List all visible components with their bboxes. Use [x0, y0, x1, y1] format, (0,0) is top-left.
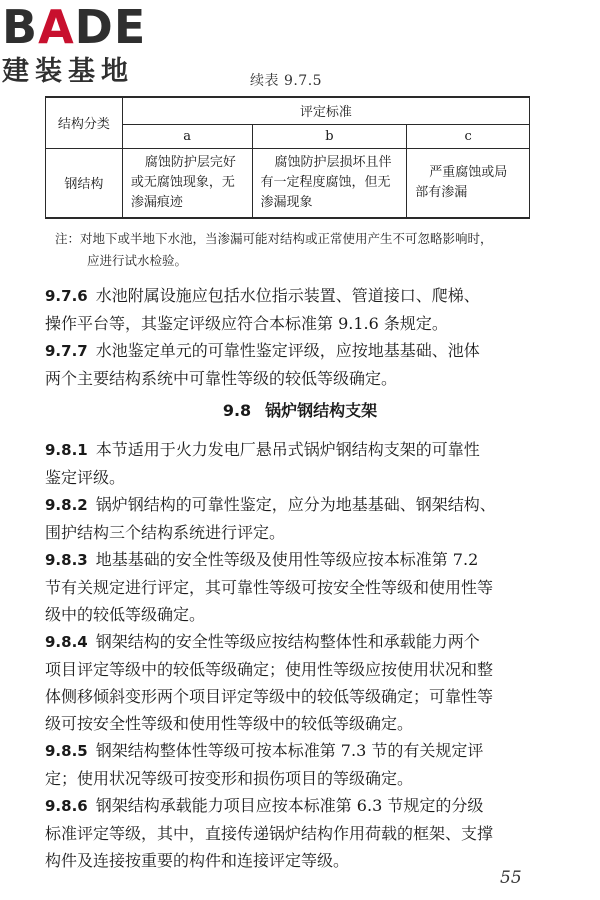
- clause-number: 9.7.7: [45, 342, 88, 360]
- brand-letters: DE: [74, 0, 147, 54]
- clause-text: 体侧移倾斜变形两个项目评定等级中的较低等级确定；可靠性等: [45, 687, 494, 706]
- table-note: [55, 228, 535, 272]
- clause-text: 级中的较低等级确定。: [45, 605, 206, 624]
- cell-line: 渗漏痕迹: [130, 194, 183, 210]
- grade-c: c: [407, 124, 530, 148]
- grade-b: b: [252, 124, 407, 148]
- cell-line: 有一定程度腐蚀，但无: [260, 174, 391, 190]
- clause-text: 鉴定评级。: [45, 468, 126, 487]
- note-line: 应进行试水检验。: [87, 253, 188, 268]
- evaluation-table: [45, 96, 530, 219]
- cell-line: 或无腐蚀现象，无: [130, 174, 235, 190]
- cell-line: 部有渗漏: [415, 184, 468, 200]
- brand-letters: B: [2, 0, 39, 54]
- clause-text: 两个主要结构系统中可靠性等级的较低等级确定。: [45, 369, 398, 388]
- cell-line: 严重腐蚀或局: [429, 164, 508, 180]
- clause-text: 钢架结构的安全性等级应按结构整体性和承载能力两个: [95, 632, 480, 651]
- clause-number: 9.8.4: [45, 633, 88, 651]
- brand-logo: [2, 2, 182, 94]
- header-category: 结构分类: [46, 97, 123, 148]
- cell-line: 腐蚀防护层损坏且伴: [274, 154, 392, 170]
- section-heading: [0, 398, 600, 421]
- clauses-9-7: [45, 282, 535, 392]
- clause: [45, 491, 535, 546]
- clause-text: 水池鉴定单元的可靠性鉴定评级，应按地基基础、池体: [95, 341, 480, 360]
- clause-text: 节有关规定进行评定，其可靠性等级可按安全性等级和使用性等: [45, 578, 494, 597]
- page-number: 55: [500, 868, 522, 888]
- cell-line: 腐蚀防护层完好: [144, 154, 236, 170]
- brand-accent-letter: A: [38, 0, 75, 54]
- clause: [45, 546, 535, 628]
- cell-grade-c: [407, 148, 530, 218]
- table-caption: 续表 9.7.5: [250, 73, 323, 89]
- clause: [45, 282, 535, 337]
- clause-text: 本节适用于火力发电厂悬吊式锅炉钢结构支架的可靠性: [95, 440, 480, 459]
- clause-text: 钢架结构整体性等级可按本标准第 7.3 节的有关规定评: [95, 741, 484, 760]
- clause-text: 围护结构三个结构系统进行评定。: [45, 523, 286, 542]
- clause-text: 标准评定等级，其中，直接传递锅炉结构作用荷载的框架、支撑: [45, 824, 494, 843]
- grade-a: a: [122, 124, 252, 148]
- brand-subtitle: 建装基地: [2, 56, 134, 87]
- clause-text: 项目评定等级中的较低等级确定；使用性等级应按使用状况和整: [45, 660, 494, 679]
- clause: [45, 792, 535, 874]
- clause-number: 9.8.1: [45, 441, 88, 459]
- clause-number: 9.8.6: [45, 797, 88, 815]
- clause: [45, 436, 535, 491]
- header-criteria: 评定标准: [122, 97, 529, 124]
- clause-text: 级可按安全性等级和使用性等级中的较低等级确定。: [45, 714, 414, 733]
- section-number: 9.8: [222, 401, 252, 420]
- cell-grade-a: [122, 148, 252, 218]
- clause-text: 操作平台等，其鉴定评级应符合本标准第 9.1.6 条规定。: [45, 314, 448, 333]
- clause-number: 9.8.5: [45, 742, 88, 760]
- clause-text: 水池附属设施应包括水位指示装置、管道接口、爬梯、: [95, 286, 480, 305]
- clause-text: 地基基础的安全性等级及使用性等级应按本标准第 7.2: [95, 550, 479, 569]
- clause-text: 定；使用状况等级可按变形和损伤项目的等级确定。: [45, 769, 414, 788]
- clause-text: 构件及连接按重要的构件和连接评定等级。: [45, 851, 350, 870]
- clause: [45, 737, 535, 792]
- row-label: 钢结构: [46, 148, 123, 218]
- clause-number: 9.7.6: [45, 287, 88, 305]
- section-title: 锅炉钢结构支架: [265, 401, 378, 420]
- clause-number: 9.8.3: [45, 551, 88, 569]
- clauses-9-8: [45, 436, 535, 874]
- brand-wordmark: [2, 2, 182, 52]
- clause-text: 锅炉钢结构的可靠性鉴定，应分为地基基础、钢架结构、: [95, 495, 496, 514]
- cell-grade-b: [252, 148, 407, 218]
- cell-line: 渗漏现象: [260, 194, 313, 210]
- clause: [45, 337, 535, 392]
- clause-text: 钢架结构承载能力项目应按本标准第 6.3 节规定的分级: [95, 796, 484, 815]
- clause: [45, 628, 535, 737]
- note-line: 注：对地下或半地下水池，当渗漏可能对结构或正常使用产生不可忽略影响时，: [55, 231, 493, 246]
- clause-number: 9.8.2: [45, 496, 88, 514]
